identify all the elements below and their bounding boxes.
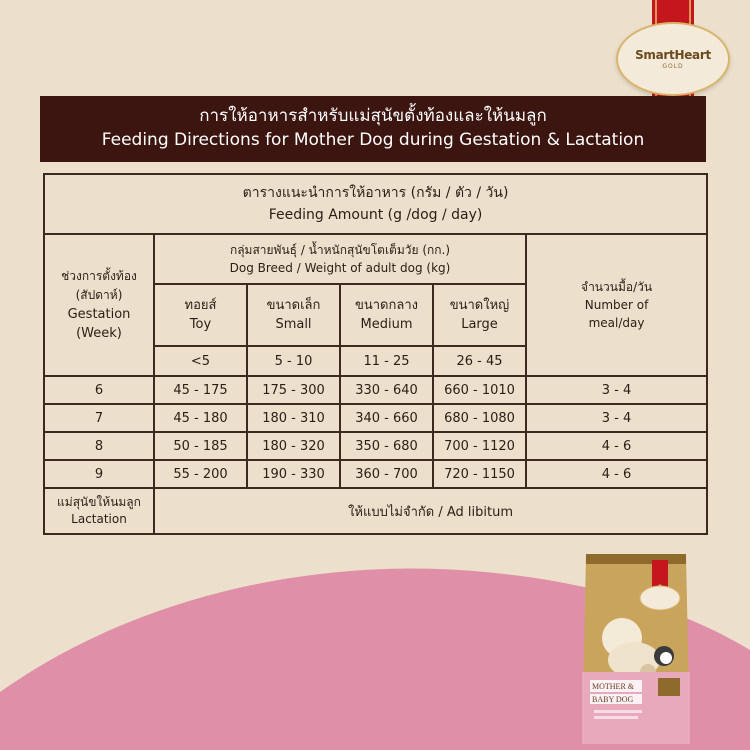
- breed-header-thai: กลุ่มสายพันธุ์ / น้ำหนักสุนัขโตเต็มวัย (กก.): [229, 243, 451, 257]
- table-title-thai: ตารางแนะนำการให้อาหาร (กรัม / ตัว / วัน): [242, 185, 509, 201]
- brand-sub: GOLD: [662, 63, 684, 70]
- weight-range-toy: <5: [154, 346, 247, 376]
- week-cell: 8: [44, 432, 154, 460]
- size-label-thai: ขนาดเล็ก: [266, 298, 321, 313]
- amount-large-cell: 720 - 1150: [433, 460, 526, 488]
- size-small-header: [247, 284, 340, 346]
- amount-small-cell: 180 - 310: [247, 404, 340, 432]
- size-label-thai: ขนาดใหญ่: [449, 298, 510, 313]
- size-label-english: Medium: [360, 317, 413, 332]
- amount-large-cell: 680 - 1080: [433, 404, 526, 432]
- product-bag-line2: BABY DOG: [592, 695, 634, 704]
- gestation-header-thai-unit: (สัปดาห์): [75, 288, 123, 302]
- header-bar: [40, 96, 706, 162]
- amount-medium-cell: 350 - 680: [340, 432, 433, 460]
- gestation-header-english-unit: (Week): [76, 326, 122, 341]
- lactation-row: [44, 488, 707, 534]
- size-label-thai: ทอยส์: [184, 298, 217, 313]
- amount-toy-cell: 45 - 175: [154, 376, 247, 404]
- table-row: [44, 376, 707, 404]
- table-row: [44, 460, 707, 488]
- product-bag-line1: MOTHER &: [592, 682, 634, 691]
- size-label-english: Small: [275, 317, 312, 332]
- table-title-english: Feeding Amount (g /dog / day): [268, 207, 483, 223]
- header-title-english: Feeding Directions for Mother Dog during Gestation & Lactation: [101, 130, 645, 150]
- size-toy-header: [154, 284, 247, 346]
- product-bag-image: [576, 548, 696, 748]
- weight-range-small: 5 - 10: [247, 346, 340, 376]
- meals-cell: 4 - 6: [526, 432, 707, 460]
- amount-large-cell: 700 - 1120: [433, 432, 526, 460]
- breed-header-cell: [154, 234, 526, 284]
- table-row: [44, 404, 707, 432]
- meals-cell: 3 - 4: [526, 404, 707, 432]
- amount-toy-cell: 45 - 180: [154, 404, 247, 432]
- amount-large-cell: 660 - 1010: [433, 376, 526, 404]
- meals-header-english-1: Number of: [584, 298, 649, 312]
- meals-header-cell: [526, 234, 707, 376]
- week-cell: 7: [44, 404, 154, 432]
- feeding-table: [43, 173, 708, 535]
- size-label-thai: ขนาดกลาง: [354, 298, 418, 313]
- size-large-header: [433, 284, 526, 346]
- breed-header-english: Dog Breed / Weight of adult dog (kg): [229, 261, 451, 275]
- meals-header-thai: จำนวนมื้อ/วัน: [581, 280, 653, 294]
- smartheart-gold-logo: [616, 22, 730, 96]
- amount-toy-cell: 50 - 185: [154, 432, 247, 460]
- meals-cell: 4 - 6: [526, 460, 707, 488]
- gestation-header-thai: ช่วงการตั้งท้อง: [61, 269, 137, 283]
- amount-medium-cell: 330 - 640: [340, 376, 433, 404]
- lactation-label-thai: แม่สุนัขให้นมลูก: [57, 495, 141, 509]
- amount-medium-cell: 360 - 700: [340, 460, 433, 488]
- gestation-header-english: Gestation: [67, 307, 131, 322]
- meals-header-english-2: meal/day: [588, 316, 645, 330]
- week-cell: 9: [44, 460, 154, 488]
- amount-small-cell: 180 - 320: [247, 432, 340, 460]
- lactation-label-english: Lactation: [71, 512, 127, 526]
- amount-small-cell: 190 - 330: [247, 460, 340, 488]
- amount-medium-cell: 340 - 660: [340, 404, 433, 432]
- header-title-thai: การให้อาหารสำหรับแม่สุนัขตั้งท้องและให้นมลูก: [199, 106, 547, 126]
- weight-range-large: 26 - 45: [433, 346, 526, 376]
- table-title-cell: [44, 174, 707, 234]
- amount-small-cell: 175 - 300: [247, 376, 340, 404]
- amount-toy-cell: 55 - 200: [154, 460, 247, 488]
- gestation-header-cell: [44, 234, 154, 376]
- lactation-value-cell: ให้แบบไม่จำกัด / Ad libitum: [154, 488, 707, 534]
- size-medium-header: [340, 284, 433, 346]
- table-row: [44, 432, 707, 460]
- brand-name: SmartHeart: [635, 48, 711, 62]
- size-label-english: Large: [461, 317, 498, 332]
- week-cell: 6: [44, 376, 154, 404]
- weight-range-medium: 11 - 25: [340, 346, 433, 376]
- size-label-english: Toy: [189, 317, 212, 332]
- lactation-label-cell: [44, 488, 154, 534]
- meals-cell: 3 - 4: [526, 376, 707, 404]
